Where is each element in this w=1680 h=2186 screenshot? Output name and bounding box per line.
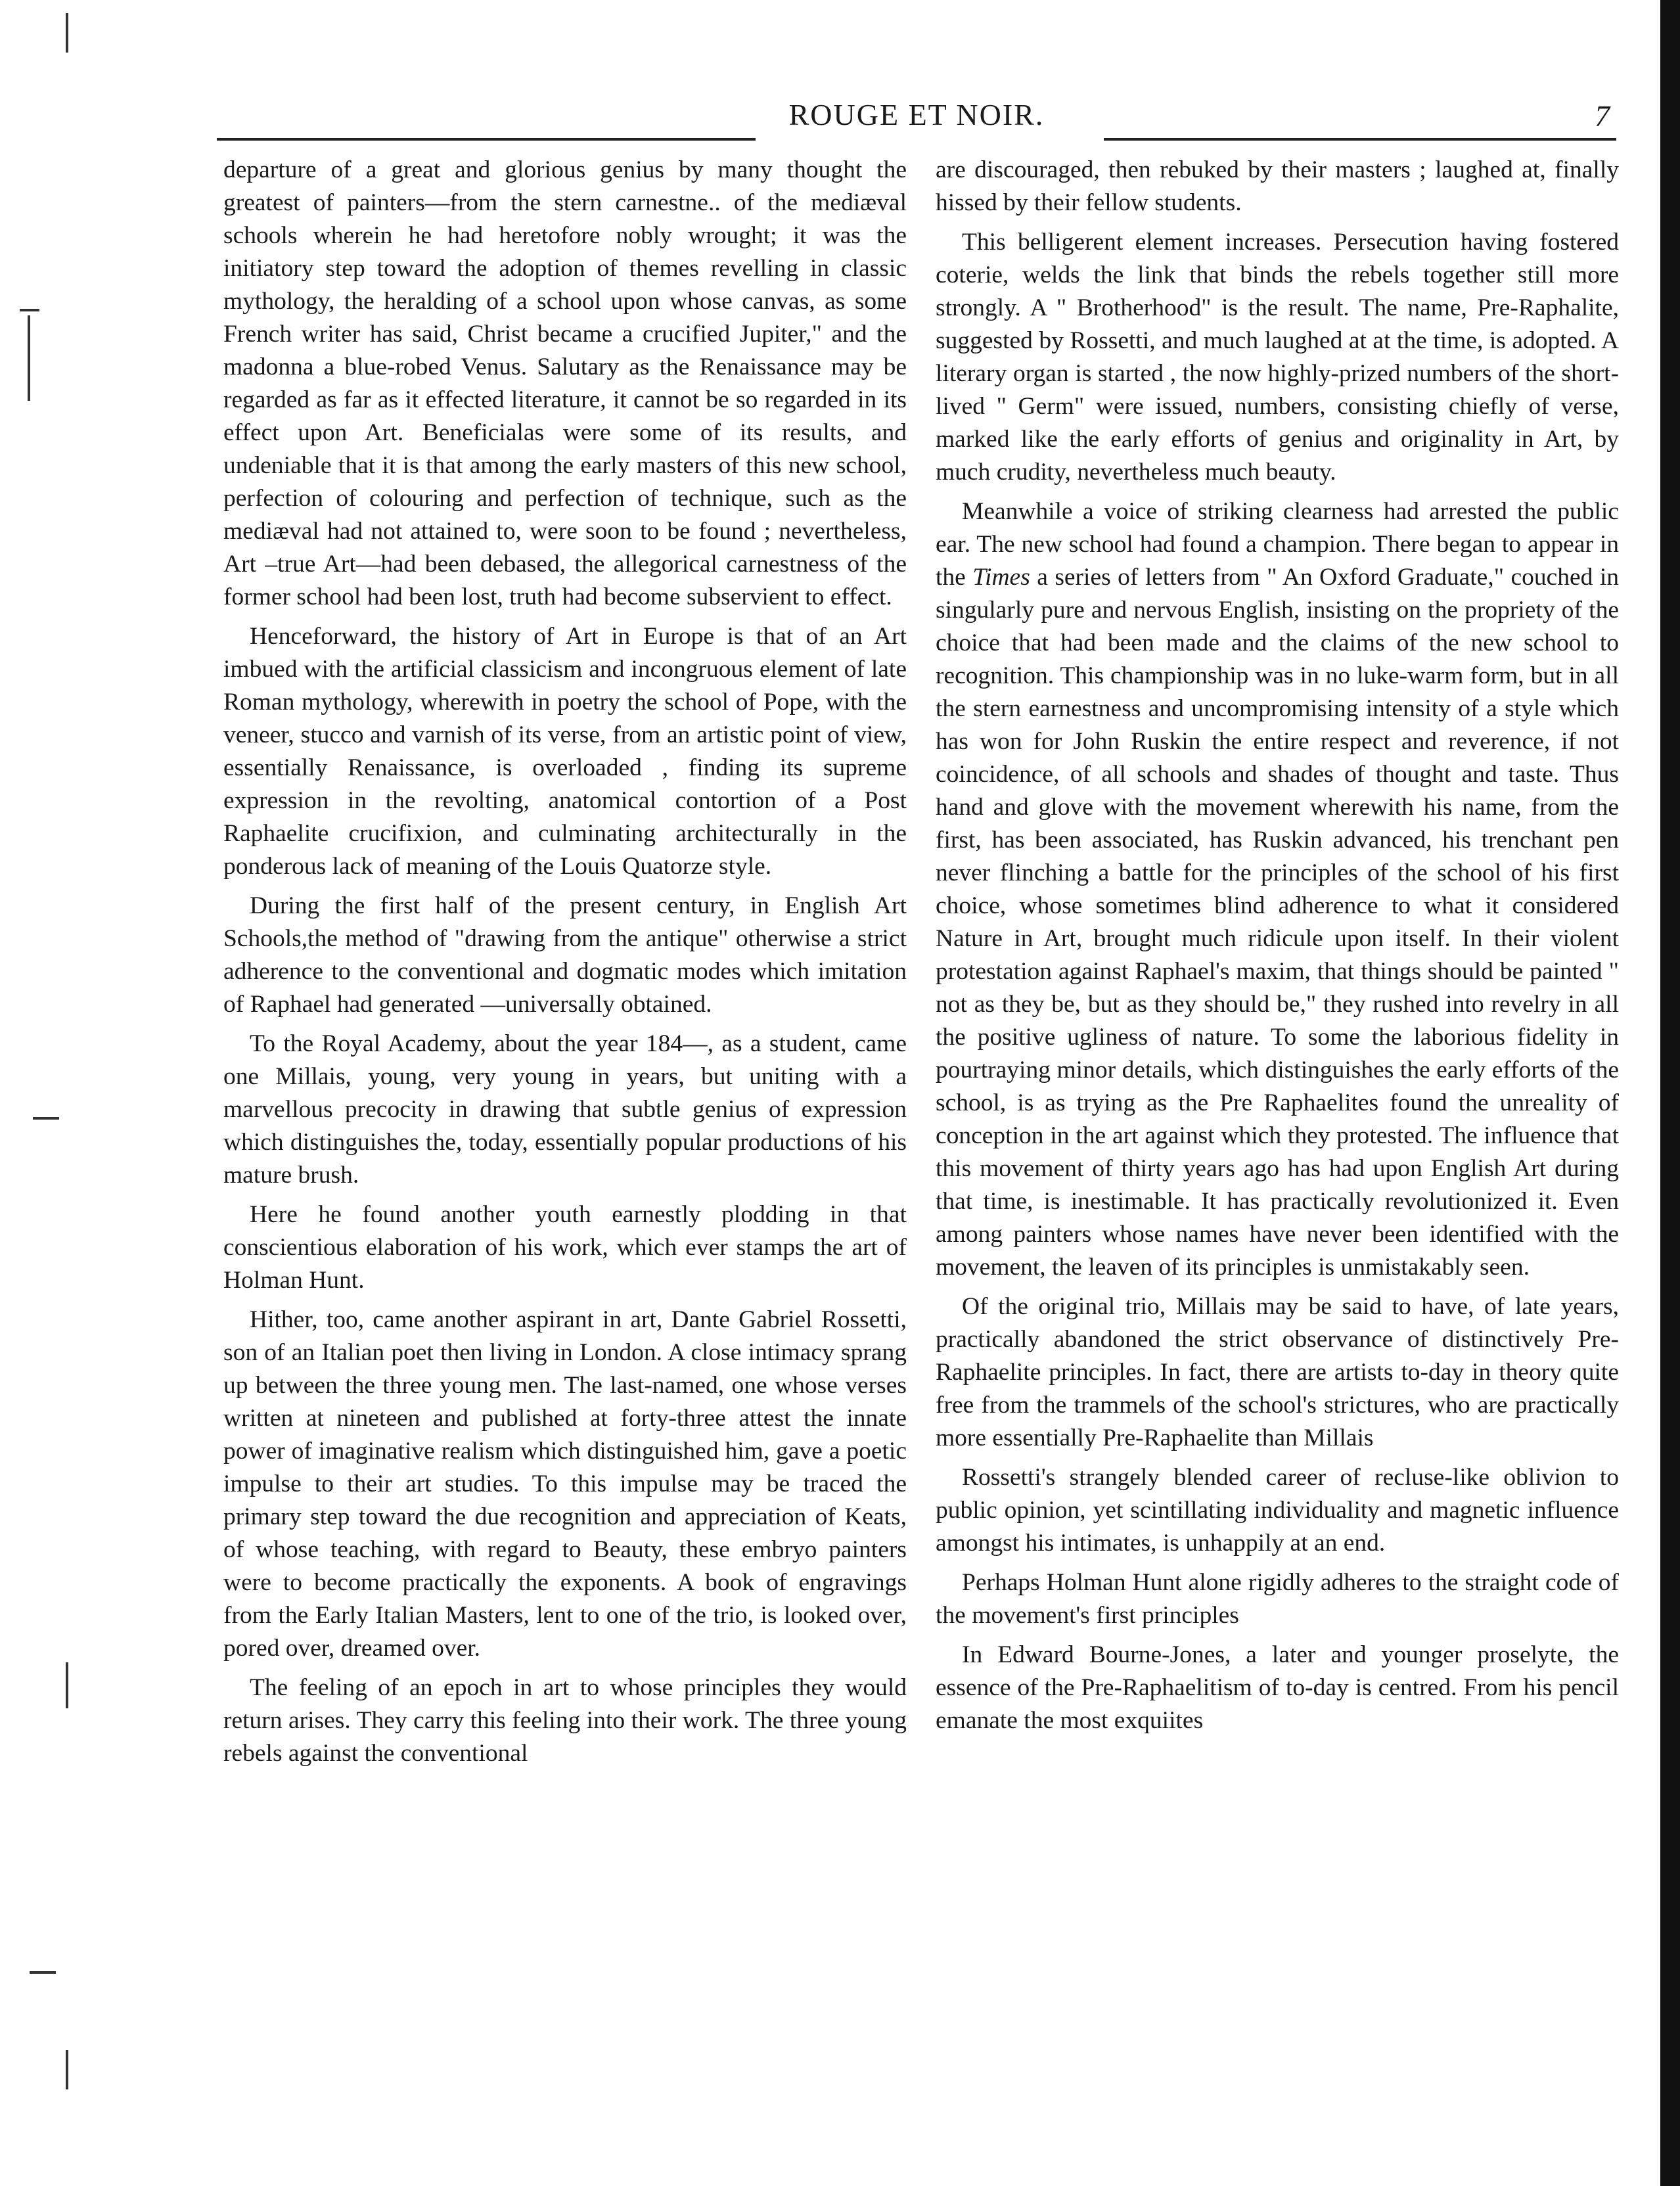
paragraph: Hither, too, came another aspirant in art, Dante Gabriel Rossetti, son of an Italian poet then living in London. A close intimacy sprang up between the three young men. The last-named, one whose verses written at nineteen and published at forty-three attest the innate power of imaginative realism which distinguished him, gave a poetic impulse to their art studies. To this impulse may be traced the primary step toward the due recognition and appreciation of Keats, of whose teaching, with regard to Beauty, these embryo painters were to become practically the exponents. A book of engravings from the Early Italian Masters, lent to one of the trio, is looked over, pored over, dreamed over. [223,1306,907,1662]
paragraph: Meanwhile a voice of striking clearness had arrested the public ear. The new school had found a champion. There began to appear in the Times a series of letters from " An Oxford Graduate," couched in singularly pure and nervous English, insisting on the propriety of the choice that had been made and the claims of the new school to recognition. This championship was in no luke-warm form, but in all the stern earnestness and uncompromising intensity of a style which has won for John Ruskin the entire respect and reverence, if not coincidence, of all schools and shades of thought and taste. Thus hand and glove with the movement wherewith his name, from the first, has been associated, has Ruskin advanced, his trenchant pen never flinching a battle for the principles of the school of his first choice, whose sometimes blind adherence to what it considered Nature in Art, brought much ridicule upon itself. In their violent protestation against Raphael's maxim, that things should be painted " not as they be, but as they should be," they rushed into revelry in all the positive ugliness of nature. To some the laborious fidelity in pourtraying minor details, which distinguishes the early efforts of the school, is as trying as the Pre Raphaelites found the unreality of conception in the art against which they protested. The influence that this movement of thirty years ago has had upon English Art during that time, is inestimable. It has practically revolutionized it. Even among painters whose names have never been identified with the movement, the leaven of its principles is unmistakably seen. [936,498,1619,1281]
header-rule-left [217,138,756,141]
header-rule-right [1104,138,1616,141]
paragraph: are discouraged, then rebuked by their masters ; laughed at, finally hissed by their fellow students. [936,156,1619,216]
paragraph: The feeling of an epoch in art to whose principles they would return arises. They carry this feeling into their work. The three young rebels against the conventional [223,1674,907,1767]
paragraph: Perhaps Holman Hunt alone rigidly adheres to the straight code of the movement's first principles [936,1569,1619,1629]
page-header [217,97,1616,143]
paragraph: During the first half of the present century, in English Art Schools,the method of "drawing from the antique" otherwise a strict adherence to the conventional and dogmatic modes which imitation of Raphael had generated —universally obtained. [223,892,907,1018]
paragraph: Here he found another youth earnestly plodding in that conscientious elaboration of his work, which ever stamps the art of Holman Hunt. [223,1201,907,1294]
scan-mark [33,1117,59,1120]
paragraph: departure of a great and glorious genius by many thought the greatest of painters—from the stern carnestne.. of the mediæval schools wherein he had heretofore nobly wrought; it was the initiatory step toward the adoption of themes revelling in classic mythology, the heralding of a school upon whose canvas, as some French writer has said, Christ became a crucified Jupiter," and the madonna a blue-robed Venus. Salutary as the Renaissance may be regarded as far as it effected literature, it cannot be so regarded in its effect upon Art. Beneficialas were some of its results, and undeniable that it is that among the early masters of this new school, perfection of colouring and perfection of technique, such as the mediæval had not attained to, were soon to be found ; nevertheless, Art –true Art—had been debased, the allegorical carnestness of the former school had been lost, truth had become subservient to effect. [223,156,907,610]
paragraph: Rossetti's strangely blended career of recluse-like oblivion to public opinion, yet scintillating individuality and magnetic influence amongst his intimates, is unhappily at an end. [936,1464,1619,1557]
right-column [936,154,1619,1744]
scan-edge-bar [1660,0,1680,2186]
running-head: ROUGE ET NOIR. [788,98,1045,131]
paragraph: This belligerent element increases. Persecution having fostered coterie, welds the link that binds the rebels together still more strongly. A " Brotherhood" is the result. The name, Pre-Raphalite, suggested by Rossetti, and much laughed at at the time, is adopted. A literary organ is started , the now highly-prized numbers of the short-lived " Germ" were issued, numbers, consisting chiefly of verse, marked like the early efforts of genius and originality in Art, by much crudity, nevertheless much beauty. [936,229,1619,486]
scan-mark [66,1662,68,1708]
scan-mark [66,2050,68,2089]
scan-mark [30,1971,56,1974]
paragraph: Henceforward, the history of Art in Europe is that of an Art imbued with the artificial classicism and incongruous element of late Roman mythology, wherewith in poetry the school of Pope, with the veneer, stucco and varnish of its verse, from an artistic point of view, essentially Renaissance, is overloaded , finding its supreme expression in the revolting, anatomical contortion of a Post Raphaelite crucifixion, and culminating architecturally in the ponderous lack of meaning of the Louis Quatorze style. [223,623,907,880]
paragraph: To the Royal Academy, about the year 184—, as a student, came one Millais, young, very young in years, but uniting with a marvellous precocity in drawing that subtle genius of expression which distinguishes the, today, essentially popular productions of his mature brush. [223,1030,907,1189]
paragraph: Of the original trio, Millais may be said to have, of late years, practically abandoned the strict observance of distinctively Pre-Raphaelite principles. In fact, there are artists to-day in theory quite free from the trammels of the school's strictures, who are practically more essentially Pre-Raphaelite than Millais [936,1293,1619,1451]
scan-mark [28,315,30,401]
scan-mark [20,309,39,311]
scan-mark [66,13,68,53]
page-number: 7 [1595,99,1610,133]
left-column [223,154,907,1777]
paragraph: In Edward Bourne-Jones, a later and younger proselyte, the essence of the Pre-Raphaelitism of to-day is centred. From his pencil emanate the most exquiites [936,1641,1619,1734]
